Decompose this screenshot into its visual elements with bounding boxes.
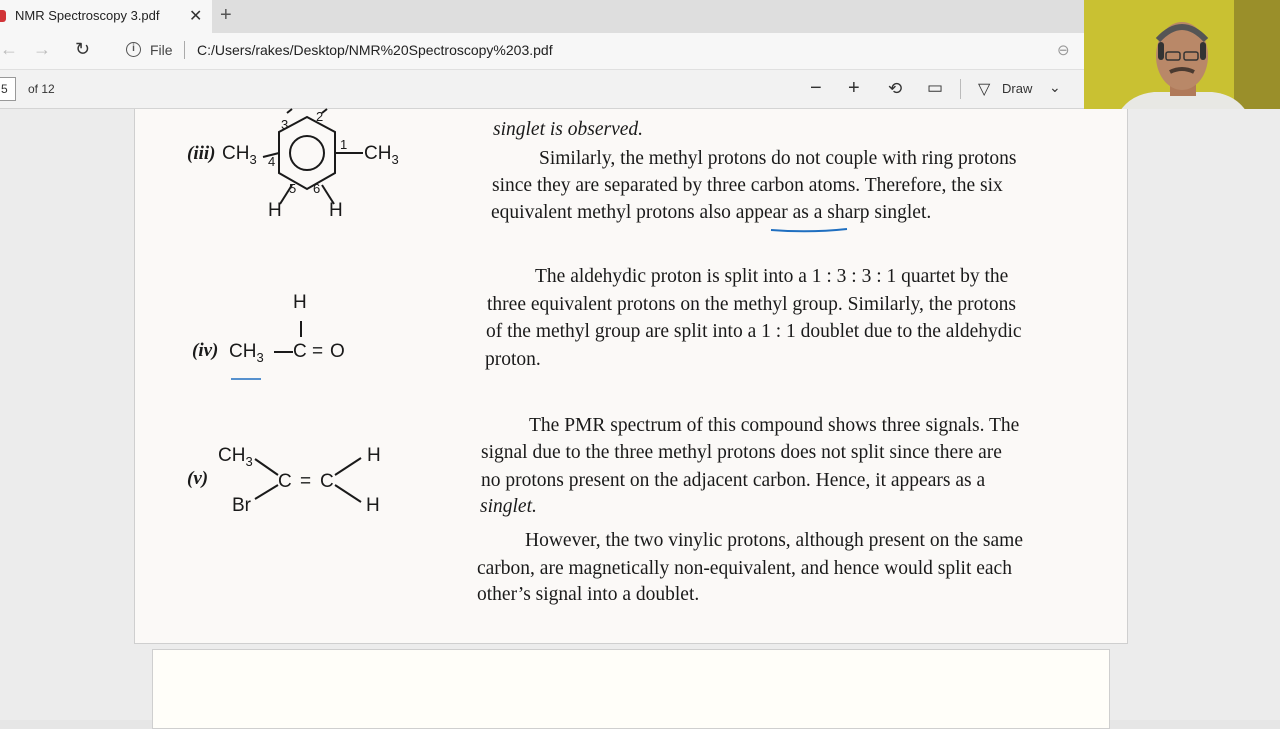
forward-icon[interactable]: →: [33, 39, 51, 59]
structure-iv-h: H: [293, 292, 307, 313]
tab-bar: [0, 0, 1084, 33]
text-line: other’s signal into a doublet.: [477, 584, 700, 605]
text-line: no protons present on the adjacent carbon. Hence, it appears as a: [481, 470, 986, 491]
ink-annotation: [771, 229, 847, 231]
structure-iii-label: (iii): [187, 143, 216, 164]
structure-iii-ch3-left: $CH_3$: [222, 143, 257, 167]
text-line: Similarly, the methyl protons do not couple with ring protons: [539, 148, 1017, 169]
presenter-image: [1084, 0, 1280, 123]
structure-v-h-bottom: H: [366, 495, 380, 516]
divider: [184, 41, 185, 59]
structure-iv-ch3: $CH_3$: [229, 341, 264, 365]
chevron-down-icon[interactable]: ⌄: [1049, 79, 1061, 95]
pdf-viewer[interactable]: [0, 109, 1280, 720]
zoom-out-icon[interactable]: −: [810, 77, 822, 99]
ring-position-4: 4: [268, 154, 276, 169]
structure-v-br: Br: [232, 495, 251, 516]
text-line: three equivalent protons on the methyl group. Similarly, the protons: [487, 294, 1016, 315]
text-line: However, the two vinylic protons, although present on the same: [525, 530, 1023, 551]
webcam-video: [1084, 0, 1280, 123]
structure-iv-label: (iv): [192, 340, 219, 361]
info-icon[interactable]: i: [126, 42, 141, 57]
structure-v-label: (v): [187, 468, 209, 489]
page-number-input[interactable]: 5: [0, 77, 16, 101]
structure-iv-carbon: C: [293, 341, 307, 362]
draw-button[interactable]: Draw: [1002, 81, 1033, 96]
rotate-icon[interactable]: ⟲: [888, 79, 903, 98]
pdf-icon: [0, 10, 6, 22]
back-icon[interactable]: ←: [0, 39, 18, 59]
structure-iii-h-left: H: [268, 200, 282, 221]
ring-position-1: 1: [340, 137, 348, 152]
text-line: The PMR spectrum of this compound shows three signals. The: [529, 415, 1020, 436]
draw-icon[interactable]: ▽: [978, 81, 991, 98]
text-line: The aldehydic proton is split into a 1 : 3 : 3 : 1 quartet by the: [535, 266, 1009, 287]
structure-iii-h-right: H: [329, 200, 343, 221]
structure-v-carbon-1: C: [278, 471, 292, 492]
text-line: singlet is observed.: [493, 119, 644, 140]
ring-position-6: 6: [313, 181, 321, 196]
text-line: of the methyl group are split into a 1 : 1 doublet due to the aldehydic: [486, 321, 1022, 342]
text-line: proton.: [485, 349, 541, 370]
address-bar: [0, 33, 1084, 70]
text-line: signal due to the three methyl protons does not split since there are: [481, 442, 1002, 463]
fit-page-icon[interactable]: ▭: [927, 78, 944, 97]
structure-v-ch3: $CH_3$: [218, 445, 253, 469]
structure-v-h-top: H: [367, 445, 381, 466]
zoom-in-icon[interactable]: +: [848, 77, 860, 99]
page-count: of 12: [28, 82, 55, 96]
structure-iii-ch3-right: $CH_3$: [364, 143, 399, 167]
pdf-page: [134, 109, 1128, 644]
tab-title: NMR Spectroscopy 3.pdf: [15, 8, 160, 23]
text-line: singlet.: [480, 496, 537, 517]
text-line: equivalent methyl protons also appear as a sharp singlet.: [491, 202, 932, 223]
refresh-icon[interactable]: ↻: [75, 39, 91, 59]
toolbar-divider: [960, 79, 961, 99]
structure-iv-double-bond: =: [312, 341, 324, 362]
url-field[interactable]: C:/Users/rakes/Desktop/NMR%20Spectroscopy%203.pdf: [197, 42, 553, 58]
close-tab-icon[interactable]: ✕: [189, 8, 203, 25]
ring-position-5: 5: [289, 181, 297, 196]
text-line: since they are separated by three carbon atoms. Therefore, the six: [492, 175, 1003, 196]
text-line: carbon, are magnetically non-equivalent, and hence would split each: [477, 558, 1012, 579]
structure-v-double-bond: =: [300, 471, 312, 492]
zoom-icon[interactable]: ⊖: [1057, 42, 1070, 59]
new-tab-button[interactable]: +: [220, 4, 232, 26]
pdf-page-next: [152, 649, 1110, 729]
ring-position-3: 3: [281, 117, 289, 132]
tab-nmr-pdf[interactable]: [0, 0, 212, 33]
ring-position-2: 2: [316, 109, 324, 124]
pdf-toolbar: [0, 70, 1084, 109]
structure-iv-oxygen: O: [330, 341, 345, 362]
structure-v-carbon-2: C: [320, 471, 334, 492]
file-label: File: [150, 42, 173, 58]
